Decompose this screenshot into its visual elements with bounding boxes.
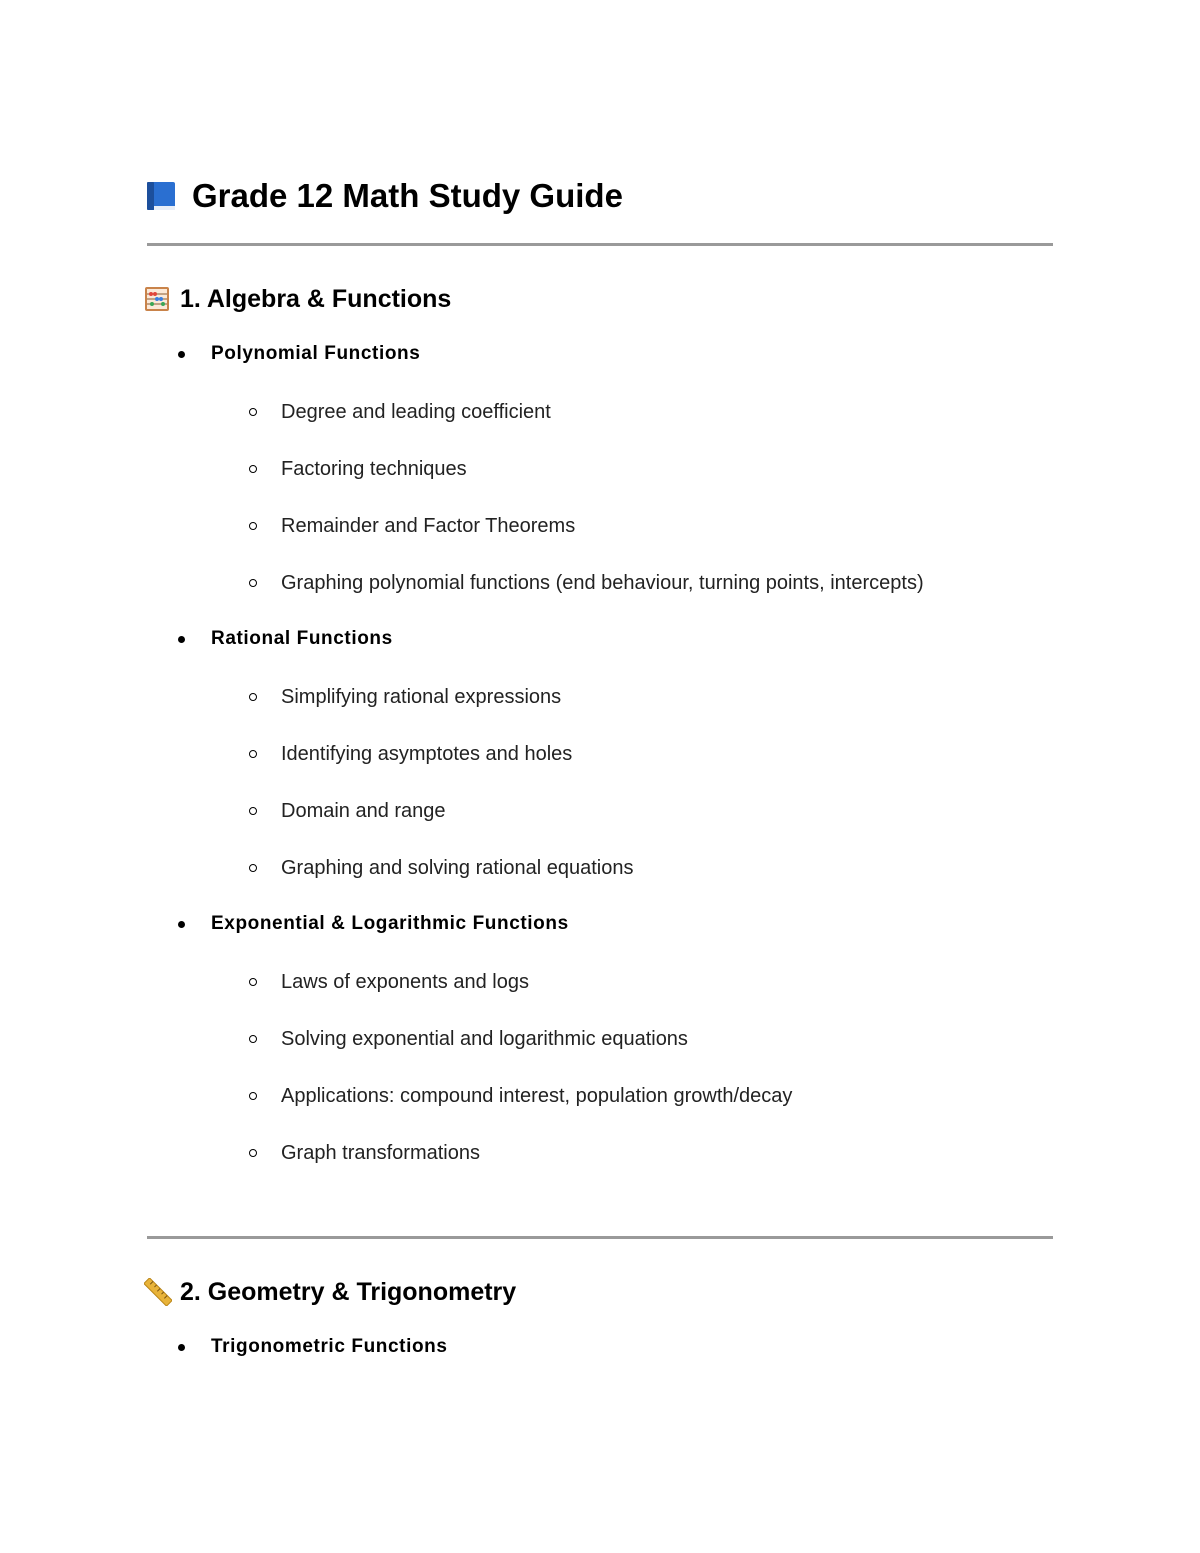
list-item: Graph transformations (249, 1140, 480, 1166)
list-item: Applications: compound interest, population growth/decay (249, 1083, 792, 1109)
blue-book-icon (144, 179, 178, 213)
hollow-bullet-icon (249, 408, 257, 416)
hollow-bullet-icon (249, 579, 257, 587)
hollow-bullet-icon (249, 1092, 257, 1100)
filled-bullet-icon (178, 636, 185, 643)
hollow-bullet-icon (249, 522, 257, 530)
document-title-text: Grade 12 Math Study Guide (192, 177, 623, 214)
list-item: Simplifying rational expressions (249, 684, 561, 710)
list-item: Identifying asymptotes and holes (249, 741, 572, 767)
horizontal-rule (147, 243, 1053, 246)
section-heading-text: 2. Geometry & Trigonometry (180, 1277, 517, 1306)
filled-bullet-icon (178, 351, 185, 358)
hollow-bullet-icon (249, 465, 257, 473)
section-heading-text: 1. Algebra & Functions (180, 284, 452, 313)
document-title (144, 176, 623, 216)
topic-rational-functions: Rational Functions (178, 627, 393, 651)
horizontal-rule (147, 1236, 1053, 1239)
hollow-bullet-icon (249, 1035, 257, 1043)
abacus-icon (144, 286, 170, 312)
section-heading-geometry (144, 1276, 516, 1308)
hollow-bullet-icon (249, 864, 257, 872)
hollow-bullet-icon (249, 693, 257, 701)
list-item: Domain and range (249, 798, 446, 824)
filled-bullet-icon (178, 1344, 185, 1351)
section-heading-algebra (144, 283, 451, 315)
list-item: Graphing polynomial functions (end behaviour, turning points, intercepts) (249, 570, 924, 596)
hollow-bullet-icon (249, 978, 257, 986)
hollow-bullet-icon (249, 807, 257, 815)
topic-trigonometric-functions: Trigonometric Functions (178, 1335, 448, 1359)
hollow-bullet-icon (249, 750, 257, 758)
topic-exponential-logarithmic-functions: Exponential & Logarithmic Functions (178, 912, 569, 936)
list-item: Laws of exponents and logs (249, 969, 529, 995)
hollow-bullet-icon (249, 1149, 257, 1157)
list-item: Solving exponential and logarithmic equations (249, 1026, 688, 1052)
filled-bullet-icon (178, 921, 185, 928)
straight-ruler-icon (144, 1278, 172, 1306)
list-item: Remainder and Factor Theorems (249, 513, 575, 539)
list-item: Graphing and solving rational equations (249, 855, 633, 881)
topic-polynomial-functions: Polynomial Functions (178, 342, 420, 366)
list-item: Factoring techniques (249, 456, 467, 482)
list-item: Degree and leading coefficient (249, 399, 551, 425)
